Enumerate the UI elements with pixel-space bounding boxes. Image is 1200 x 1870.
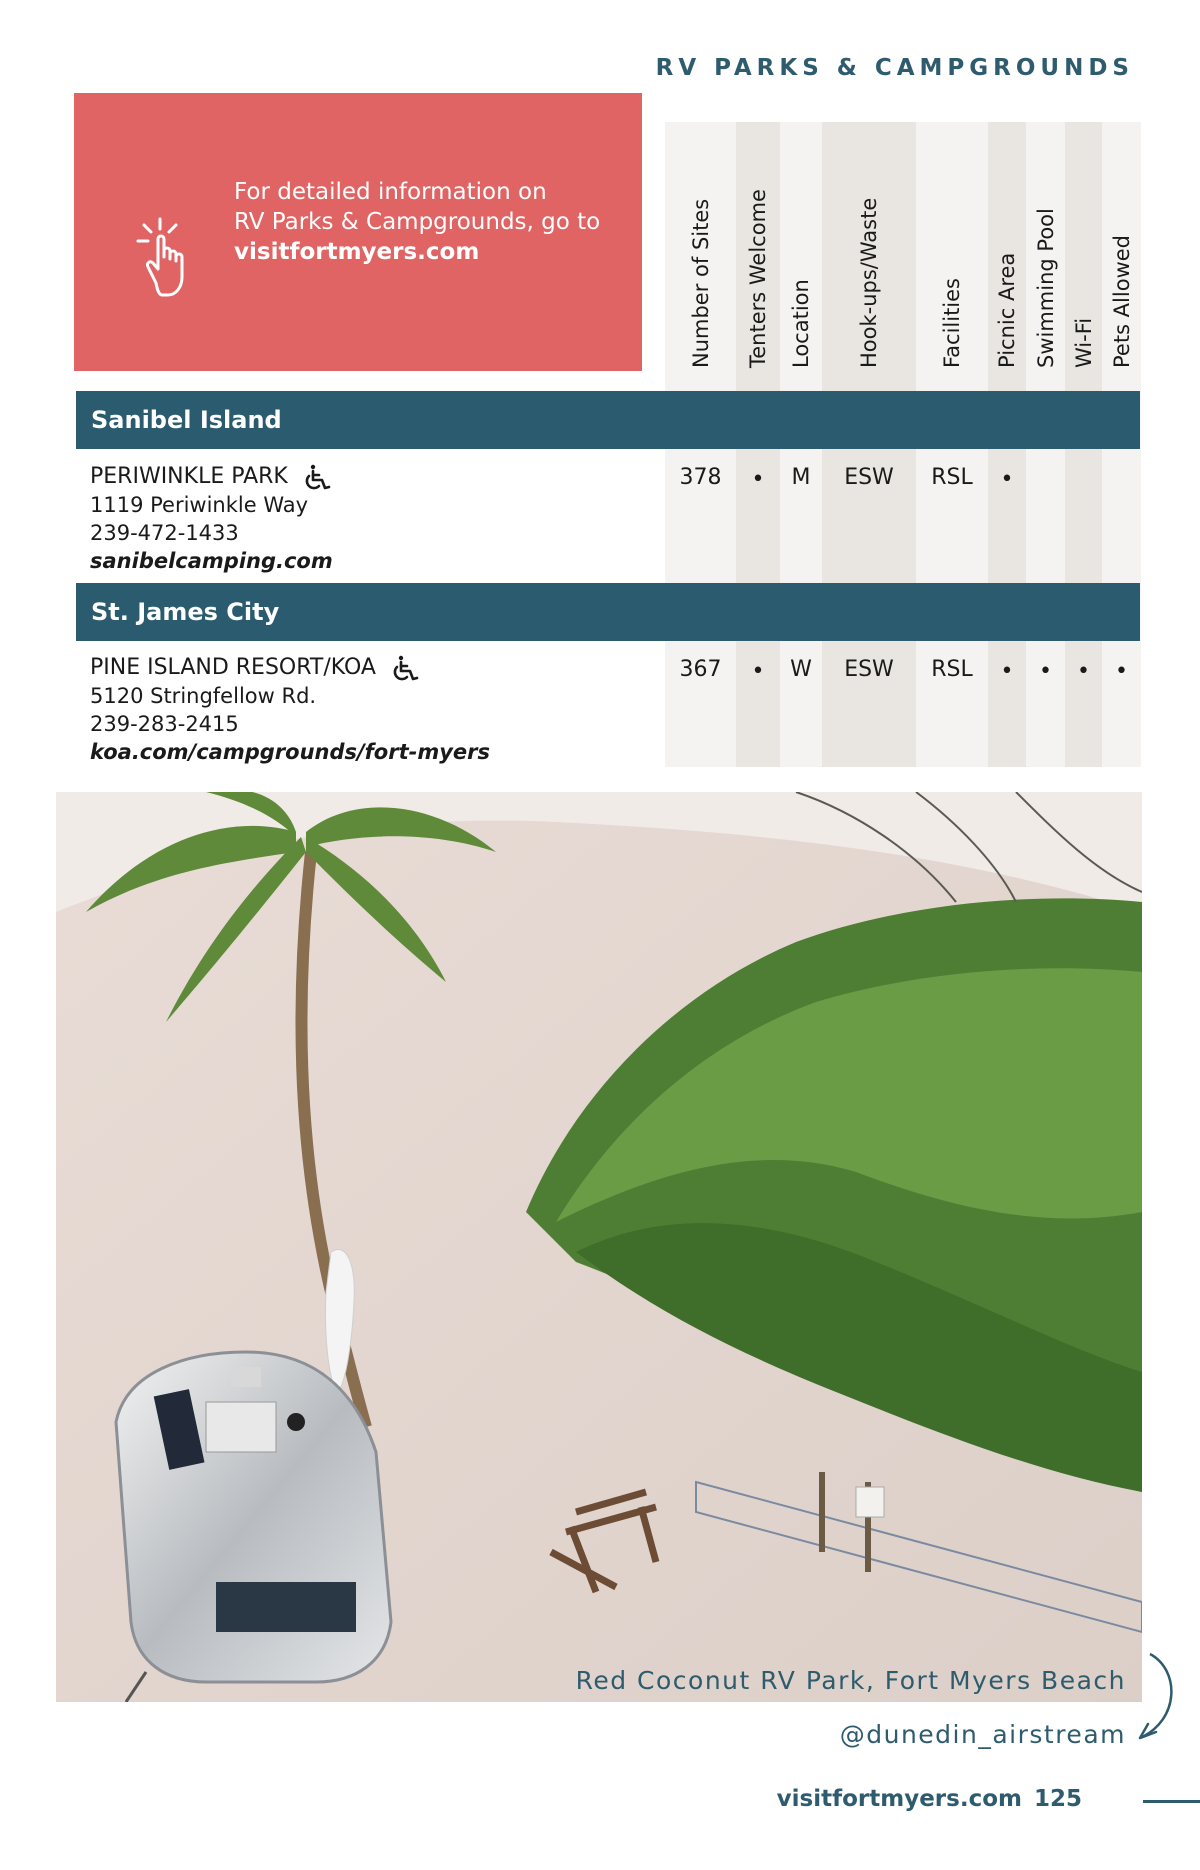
tenters-mark: • (751, 659, 765, 684)
info-line-1: For detailed information on (234, 179, 547, 205)
park-listing (90, 463, 650, 575)
pointing-hand-icon (130, 211, 210, 301)
pool-mark: • (1039, 659, 1052, 684)
section-title: RV PARKS & CAMPGROUNDS (655, 55, 1134, 81)
park-name-row (90, 463, 650, 491)
sites-count: 367 (679, 657, 722, 682)
park-listing (90, 654, 650, 766)
park-website-link[interactable]: sanibelcamping.com (90, 549, 333, 573)
wheelchair-icon (302, 463, 332, 491)
curved-arrow-icon (1130, 1650, 1190, 1750)
picnic-mark: • (1000, 659, 1014, 684)
park-name: PERIWINKLE PARK (90, 464, 288, 489)
sites-count: 378 (679, 465, 722, 490)
info-line-2: RV Parks & Campgrounds, go to (234, 209, 601, 235)
page-number: 125 (1033, 1786, 1082, 1812)
column-header: Hook-ups/Waste (857, 197, 881, 368)
column-header: Wi-Fi (1071, 317, 1096, 368)
park-phone: 239-283-2415 (90, 712, 239, 736)
wifi-mark: • (1077, 659, 1090, 684)
location-code: M (791, 465, 811, 490)
column-header: Number of Sites (688, 198, 713, 368)
info-website-link[interactable]: visitfortmyers.com (234, 239, 480, 265)
column-header: Tenters Welcome (746, 189, 770, 368)
column-header: Facilities (940, 278, 964, 368)
location-code: W (790, 657, 812, 682)
footer-site-link[interactable]: visitfortmyers.com (776, 1786, 1022, 1812)
hookups-code: ESW (844, 657, 894, 682)
park-website-link[interactable]: koa.com/campgrounds/fort-myers (90, 740, 491, 764)
park-name: PINE ISLAND RESORT/KOA (90, 655, 376, 680)
park-phone: 239-472-1433 (90, 521, 239, 545)
pets-mark: • (1115, 659, 1128, 684)
footer-rule (1143, 1800, 1200, 1803)
column-header: Picnic Area (995, 252, 1019, 368)
info-text (234, 177, 634, 267)
park-name-row (90, 654, 650, 682)
tenters-mark: • (751, 467, 765, 492)
column-header: Pets Allowed (1109, 235, 1134, 368)
picnic-mark: • (1000, 467, 1014, 492)
facilities-code: RSL (931, 657, 973, 682)
wheelchair-icon (390, 654, 420, 682)
photo-credit: @dunedin_airstream (839, 1720, 1126, 1749)
info-callout (74, 93, 642, 371)
page-footer (777, 1786, 1082, 1812)
hookups-code: ESW (844, 465, 894, 490)
park-address: 5120 Stringfellow Rd. (90, 684, 317, 708)
region-header-st-james-city: St. James City (76, 583, 1140, 641)
park-address: 1119 Periwinkle Way (90, 493, 309, 517)
region-header-sanibel: Sanibel Island (76, 391, 1140, 449)
column-header: Location (789, 279, 813, 368)
photo-caption: Red Coconut RV Park, Fort Myers Beach (575, 1666, 1126, 1695)
column-header: Swimming Pool (1033, 208, 1058, 368)
campground-photo (56, 792, 1142, 1702)
facilities-code: RSL (931, 465, 973, 490)
